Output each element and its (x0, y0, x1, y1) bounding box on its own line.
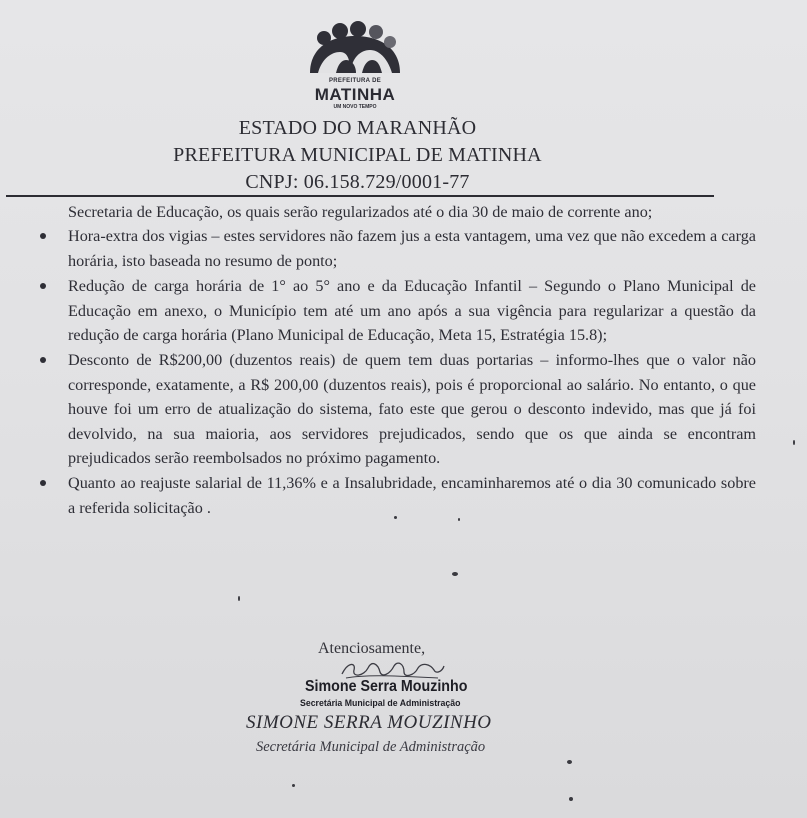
speck-mark (238, 596, 240, 601)
speck-mark (394, 516, 397, 519)
bullet-icon (40, 283, 46, 289)
bullet-icon (40, 357, 46, 363)
stamp-name: Simone Serra Mouzinho (305, 678, 468, 695)
header-prefeitura: PREFEITURA MUNICIPAL DE MATINHA (173, 144, 542, 166)
logo-name: MATINHA (314, 85, 396, 104)
speck-mark (569, 797, 573, 801)
intro-paragraph: Secretaria de Educação, os quais serão regularizados até o dia 30 de maio de corrente ano; (68, 203, 653, 221)
speck-mark (292, 784, 295, 787)
list-item (38, 348, 756, 470)
bullet-list (38, 224, 756, 520)
speck-mark (793, 440, 795, 445)
header-state: ESTADO DO MARANHÃO (238, 117, 477, 139)
list-item-text: Quanto ao reajuste salarial de 11,36% e a Insalubridade, encaminharemos até o dia 30 comunicado sobre a referida solicitação . (68, 474, 756, 517)
signatory-role: Secretária Municipal de Administração (256, 739, 486, 755)
document-body (38, 200, 756, 520)
speck-mark (567, 760, 572, 764)
header-cnpj: CNPJ: 06.158.729/0001-77 (245, 171, 470, 193)
signatory-name: SIMONE SERRA MOUZINHO (246, 712, 492, 733)
bullet-icon (40, 233, 46, 239)
logo-figures-icon (300, 18, 410, 80)
list-item-text: Hora-extra dos vigias – estes servidores não fazem jus a esta vantagem, uma vez que não excedem a carga horária, isto baseada no resumo de ponto; (68, 227, 756, 270)
logo-slogan: UM NOVO TEMPO (333, 104, 377, 110)
list-item (38, 224, 756, 273)
list-item-text: Redução de carga horária de 1° ao 5° ano e da Educação Infantil – Segundo o Plano Municipal de Educação em anexo, o Município tem até um ano após a sua vigência para regularizar a questão da redução de carga horária (Plano Municipal de Educação, Meta 15, Estratégia 15.8); (68, 277, 756, 345)
list-item (38, 471, 756, 520)
bullet-icon (40, 480, 46, 486)
prefeitura-logo (300, 18, 410, 108)
list-item (38, 274, 756, 347)
speck-mark (452, 572, 458, 576)
closing-text: Atenciosamente, (318, 640, 426, 657)
speck-mark (458, 518, 460, 521)
list-item-text: Desconto de R$200,00 (duzentos reais) de quem tem duas portarias – informo-lhes que o valor não corresponde, exatamente, a R$ 200,00 (duzentos reais), pois é proporcional ao salário. No entanto, o que houve foi um erro de atualização do sistema, fato este que gerou o desconto indevido, mas que já foi devolvido, na sua maioria, aos servidores prejudicados, sendo que os que ainda se encontram prejudicados serão reembolsados no próximo pagamento. (68, 351, 756, 468)
stamp-role: Secretária Municipal de Administração (300, 698, 461, 709)
header-divider (6, 195, 714, 197)
logo-top-text: PREFEITURA DE (328, 78, 381, 84)
